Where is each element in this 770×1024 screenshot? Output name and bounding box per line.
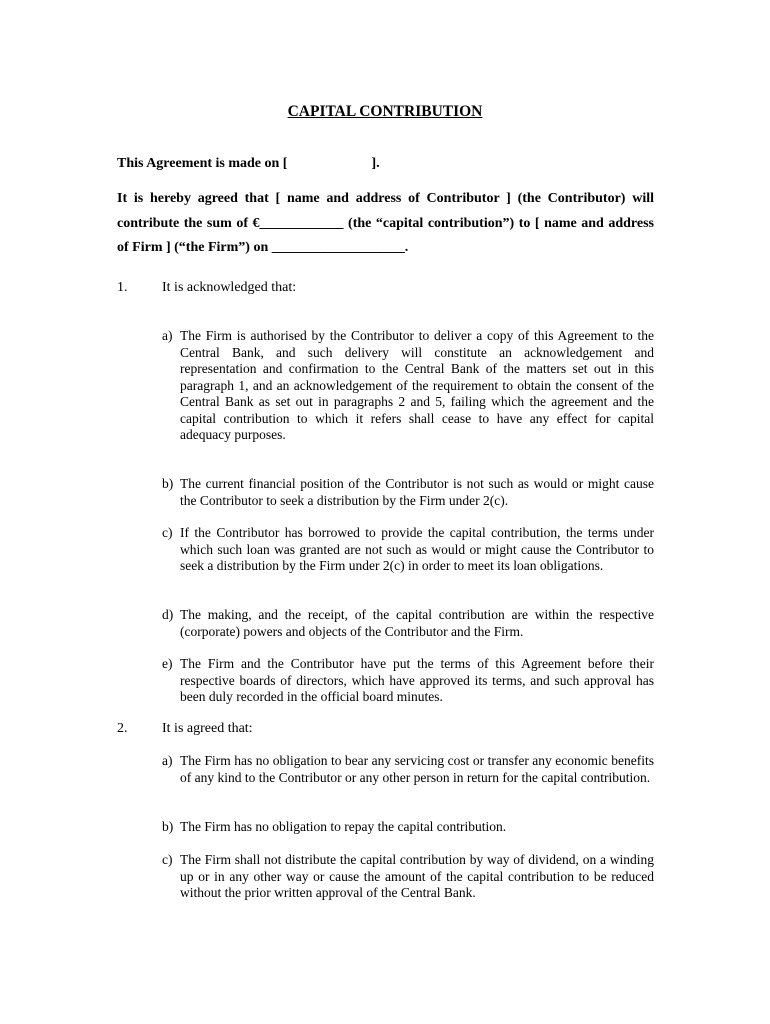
section-lead: It is agreed that: bbox=[162, 721, 253, 736]
section-number: 1. bbox=[117, 280, 128, 295]
item-letter: a) bbox=[162, 753, 173, 768]
section-lead: It is acknowledged that: bbox=[162, 280, 297, 295]
item-letter: e) bbox=[162, 656, 173, 671]
section-2-item-c bbox=[162, 852, 654, 902]
item-text: The Firm and the Contributor have put the terms of this Agreement before their respective boards of directors, which have approved its terms, and such approval has been duly recorded in the official board minutes. bbox=[180, 656, 654, 704]
item-text: The making, and the receipt, of the capital contribution are within the respective (corporate) powers and objects of the Contributor and the Firm. bbox=[180, 607, 654, 639]
section-2-item-b bbox=[162, 819, 654, 836]
item-text: The Firm shall not distribute the capital contribution by way of dividend, on a winding up or in any other way or cause the amount of the capital contribution to be reduced without the prior written approval of the Central Bank. bbox=[180, 852, 654, 900]
item-letter: b) bbox=[162, 476, 174, 491]
section-2-item-a bbox=[162, 753, 654, 786]
section-1-item-b bbox=[162, 476, 654, 509]
item-letter: a) bbox=[162, 328, 173, 343]
item-text: The Firm is authorised by the Contributor to deliver a copy of this Agreement to the Central Bank, and such delivery will constitute an acknowledgement and representation and confirmation to the Central Bank of the matters set out in this paragraph 1, and an acknowledgement of the requirement to obtain the consent of the Central Bank as set out in paragraphs 2 and 5, failing which the agreement and the capital contribution to which it refers shall cease to have any effect for capital adequacy purposes. bbox=[180, 328, 654, 442]
section-1-item-e bbox=[162, 656, 654, 706]
item-text: The Firm has no obligation to repay the capital contribution. bbox=[180, 819, 507, 834]
section-number: 2. bbox=[117, 721, 128, 736]
item-text: The Firm has no obligation to bear any servicing cost or transfer any economic benefits of any kind to the Contributor or any other person in return for the capital contribution. bbox=[180, 753, 654, 785]
document-title: CAPITAL CONTRIBUTION bbox=[287, 103, 483, 120]
item-letter: b) bbox=[162, 819, 174, 834]
item-text: If the Contributor has borrowed to provide the capital contribution, the terms under which such loan was granted are not such as would or might cause the Contributor to seek a distribution by the Firm under 2(c) in order to meet its loan obligations. bbox=[180, 525, 654, 573]
item-letter: c) bbox=[162, 525, 173, 540]
section-1-item-c bbox=[162, 525, 654, 575]
item-letter: c) bbox=[162, 852, 173, 867]
agreement-date-line: This Agreement is made on [ ]. bbox=[117, 156, 380, 171]
item-letter: d) bbox=[162, 607, 174, 622]
section-1-item-a bbox=[162, 328, 654, 444]
item-text: The current financial position of the Contributor is not such as would or might cause the Contributor to seek a distribution by the Firm under 2(c). bbox=[180, 476, 654, 508]
section-1-item-d bbox=[162, 607, 654, 640]
agreement-statement: It is hereby agreed that [ name and address of Contributor ] (the Contributor) will contribute the sum of €____________ (the “capital contribution”) to [ name and address of Firm ] (“the Firm”) on ___________________. bbox=[117, 191, 654, 255]
